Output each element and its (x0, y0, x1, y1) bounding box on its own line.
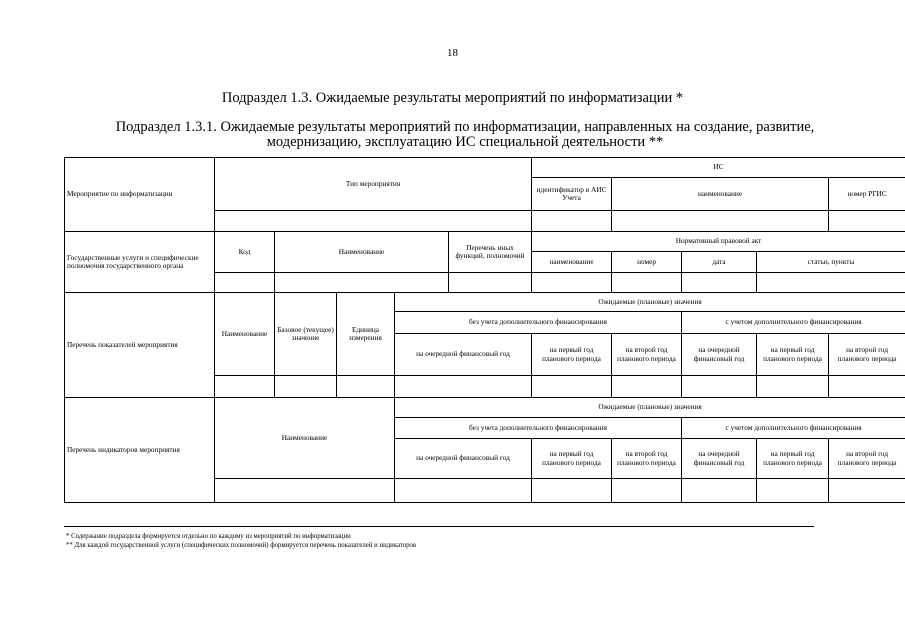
is-rgis-header: номер РГИС (829, 178, 905, 211)
expected-values-header: Ожидаемые (плановые) значения (395, 293, 905, 312)
without-next-year-header: на очередной финансовый год (395, 334, 532, 376)
act-articles-cell[interactable] (757, 273, 905, 293)
activity-row-label: Мероприятие по информатизации (65, 158, 215, 232)
without-second-year-header: на второй год планового периода (612, 334, 682, 376)
base-value-header: Базовое (текущее) значение (275, 293, 337, 376)
with-second-year-cell[interactable] (829, 376, 905, 398)
service-name-header: Наименование (275, 232, 449, 273)
subsubsection-title-line2: модернизацию, эксплуатацию ИС специальной деятельности ** (266, 134, 664, 150)
metric-name-cell[interactable] (215, 479, 395, 503)
indicator-name-header: Наименование (215, 293, 275, 376)
metric-without-next-year-header: на очередной финансовый год (395, 439, 532, 479)
metric-without-first-year-cell[interactable] (532, 479, 612, 503)
service-name-cell[interactable] (275, 273, 449, 293)
footnote-2: ** Для каждой государственной услуги (специфических полномочий) формируется перечень показателей и индикаторов (66, 542, 417, 549)
metric-expected-values-header: Ожидаемые (плановые) значения (395, 398, 905, 418)
with-funding-header: с учетом дополнительного финансирования (682, 312, 905, 334)
with-first-year-header: на первый год планового периода (757, 334, 829, 376)
is-header: ИС (532, 158, 905, 178)
metric-with-second-year-cell[interactable] (829, 479, 905, 503)
without-funding-header: без учета дополнительного финансирования (395, 312, 682, 334)
act-articles-header: статьи, пункты (757, 252, 905, 273)
is-id-header: идентификатор в АИС Учета (532, 178, 612, 211)
indicators-row-label: Перечень показателей мероприятия (65, 293, 215, 398)
with-second-year-header: на второй год планового периода (829, 334, 905, 376)
metrics-row-label: Перечень индикаторов мероприятия (65, 398, 215, 503)
act-date-cell[interactable] (682, 273, 757, 293)
code-cell[interactable] (215, 273, 275, 293)
expected-results-table (64, 157, 905, 503)
code-header: Код (215, 232, 275, 273)
indicator-name-cell[interactable] (215, 376, 275, 398)
is-name-cell[interactable] (612, 211, 829, 232)
act-name-cell[interactable] (532, 273, 612, 293)
without-first-year-header: на первый год планового периода (532, 334, 612, 376)
footnote-1: * Содержание подраздела формируется отдельно по каждому из мероприятий по информатизации (66, 533, 351, 540)
metric-with-next-year-header: на очередной финансовый год (682, 439, 757, 479)
with-first-year-cell[interactable] (757, 376, 829, 398)
act-date-header: дата (682, 252, 757, 273)
unit-header: Единица измерения (337, 293, 395, 376)
metric-with-second-year-header: на второй год планового периода (829, 439, 905, 479)
legal-act-header: Нормативный правовой акт (532, 232, 905, 252)
act-number-cell[interactable] (612, 273, 682, 293)
without-second-year-cell[interactable] (612, 376, 682, 398)
other-functions-cell[interactable] (449, 273, 532, 293)
metric-without-funding-header: без учета дополнительного финансирования (395, 418, 682, 439)
is-id-cell[interactable] (532, 211, 612, 232)
services-row-label: Государственные услуги и специфические полномочия государственного органа (65, 232, 215, 293)
activity-type-header: Тип мероприятия (215, 158, 532, 211)
is-rgis-cell[interactable] (829, 211, 905, 232)
without-next-year-cell[interactable] (395, 376, 532, 398)
other-functions-header: Перечень иных функций, полномочий (449, 232, 532, 273)
footnote-divider (64, 526, 814, 527)
subsubsection-title-line1: Подраздел 1.3.1. Ожидаемые результаты мероприятий по информатизации, направленных на создание, развитие, (115, 119, 815, 135)
metric-without-second-year-cell[interactable] (612, 479, 682, 503)
metric-with-first-year-header: на первый год планового периода (757, 439, 829, 479)
with-next-year-header: на очередной финансовый год (682, 334, 757, 376)
page-number: 18 (447, 47, 458, 59)
unit-cell[interactable] (337, 376, 395, 398)
is-name-header: наименование (612, 178, 829, 211)
metric-with-next-year-cell[interactable] (682, 479, 757, 503)
metric-with-funding-header: с учетом дополнительного финансирования (682, 418, 905, 439)
base-value-cell[interactable] (275, 376, 337, 398)
with-next-year-cell[interactable] (682, 376, 757, 398)
act-number-header: номер (612, 252, 682, 273)
footnotes (66, 532, 846, 550)
metric-name-header: Наименование (215, 398, 395, 479)
activity-type-cell[interactable] (215, 211, 532, 232)
metric-without-next-year-cell[interactable] (395, 479, 532, 503)
metric-without-first-year-header: на первый год планового периода (532, 439, 612, 479)
without-first-year-cell[interactable] (532, 376, 612, 398)
metric-without-second-year-header: на второй год планового периода (612, 439, 682, 479)
subsection-title: Подраздел 1.3. Ожидаемые результаты мероприятий по информатизации * (221, 90, 684, 106)
act-name-header: наименование (532, 252, 612, 273)
metric-with-first-year-cell[interactable] (757, 479, 829, 503)
subsubsection-title (70, 120, 860, 150)
